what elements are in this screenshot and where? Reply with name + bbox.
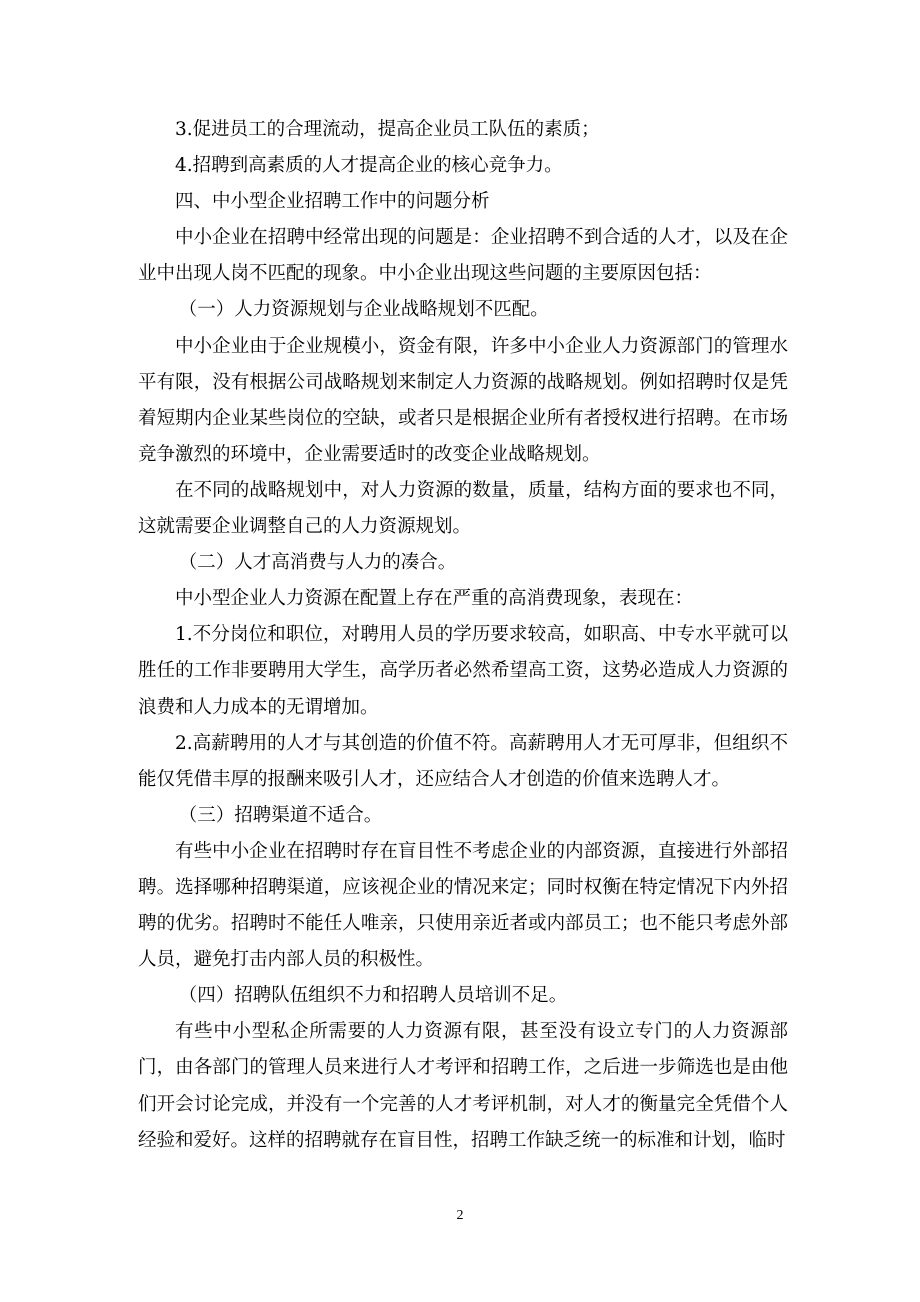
list-item: 4.招聘到高素质的人才提高企业的核心竞争力。 xyxy=(175,155,563,177)
subsection-heading: （三）招聘渠道不适合。 xyxy=(178,804,383,826)
list-item: 3.促进员工的合理流动，提高企业员工队伍的素质； xyxy=(175,119,600,140)
body-paragraph: 2.高薪聘用的人才与其创造的价值不符。高薪聘用人才无可厚非，但组织不能仅凭借丰厚的报酬来吸引人才，还应结合人才创造的价值来选聘人才。 xyxy=(138,732,788,790)
subsection-heading: （一）人力资源规划与企业战略规划不匹配。 xyxy=(178,299,549,321)
body-paragraph: 1.不分岗位和职位，对聘用人员的学历要求较高，如职高、中专水平就可以胜任的工作非要聘用大学生，高学历者必然希望高工资，这势必造成人力资源的浪费和人力成本的无谓增加。 xyxy=(138,624,788,718)
section-heading: 四、中小型企业招聘工作中的问题分析 xyxy=(175,191,490,213)
body-paragraph: 在不同的战略规划中，对人力资源的数量，质量，结构方面的要求也不同，这就需要企业调整自己的人力资源规划。 xyxy=(138,479,788,538)
subsection-heading: （二）人才高消费与人力的凑合。 xyxy=(178,552,457,574)
document-body xyxy=(138,112,788,1159)
subsection-heading: （四）招聘队伍组织不力和招聘人员培训不足。 xyxy=(178,985,568,1007)
body-paragraph: 有些中小企业在招聘时存在盲目性不考虑企业的内部资源，直接进行外部招聘。选择哪种招聘渠道，应该视企业的情况来定；同时权衡在特定情况下内外招聘的优劣。招聘时不能任人唯亲，只使用亲近者或内部员工；也不能只考虑外部人员，避免打击内部人员的积极性。 xyxy=(138,840,788,971)
body-paragraph: 中小型企业人力资源在配置上存在严重的高消费现象，表现在： xyxy=(175,588,694,610)
body-paragraph: 中小企业在招聘中经常出现的问题是：企业招聘不到合适的人才，以及在企业中出现人岗不匹配的现象。中小企业出现这些问题的主要原因包括： xyxy=(138,227,788,285)
body-paragraph: 有些中小型私企所需要的人力资源有限，甚至没有设立专门的人力资源部门，由各部门的管理人员来进行人才考评和招聘工作，之后进一步筛选也是由他们开会讨论完成，并没有一个完善的人才考评机制，对人才的衡量完全凭借个人经验和爱好。这样的招聘就存在盲目性，招聘工作缺乏统一的标准和计划，临时 xyxy=(138,1021,788,1151)
page-number: 2 xyxy=(456,1208,464,1223)
body-paragraph: 中小企业由于企业规模小，资金有限，许多中小企业人力资源部门的管理水平有限，没有根据公司战略规划来制定人力资源的战略规划。例如招聘时仅是凭着短期内企业某些岗位的空缺，或者只是根据企业所有者授权进行招聘。在市场竞争激烈的环境中，企业需要适时的改变企业战略规划。 xyxy=(138,335,788,465)
